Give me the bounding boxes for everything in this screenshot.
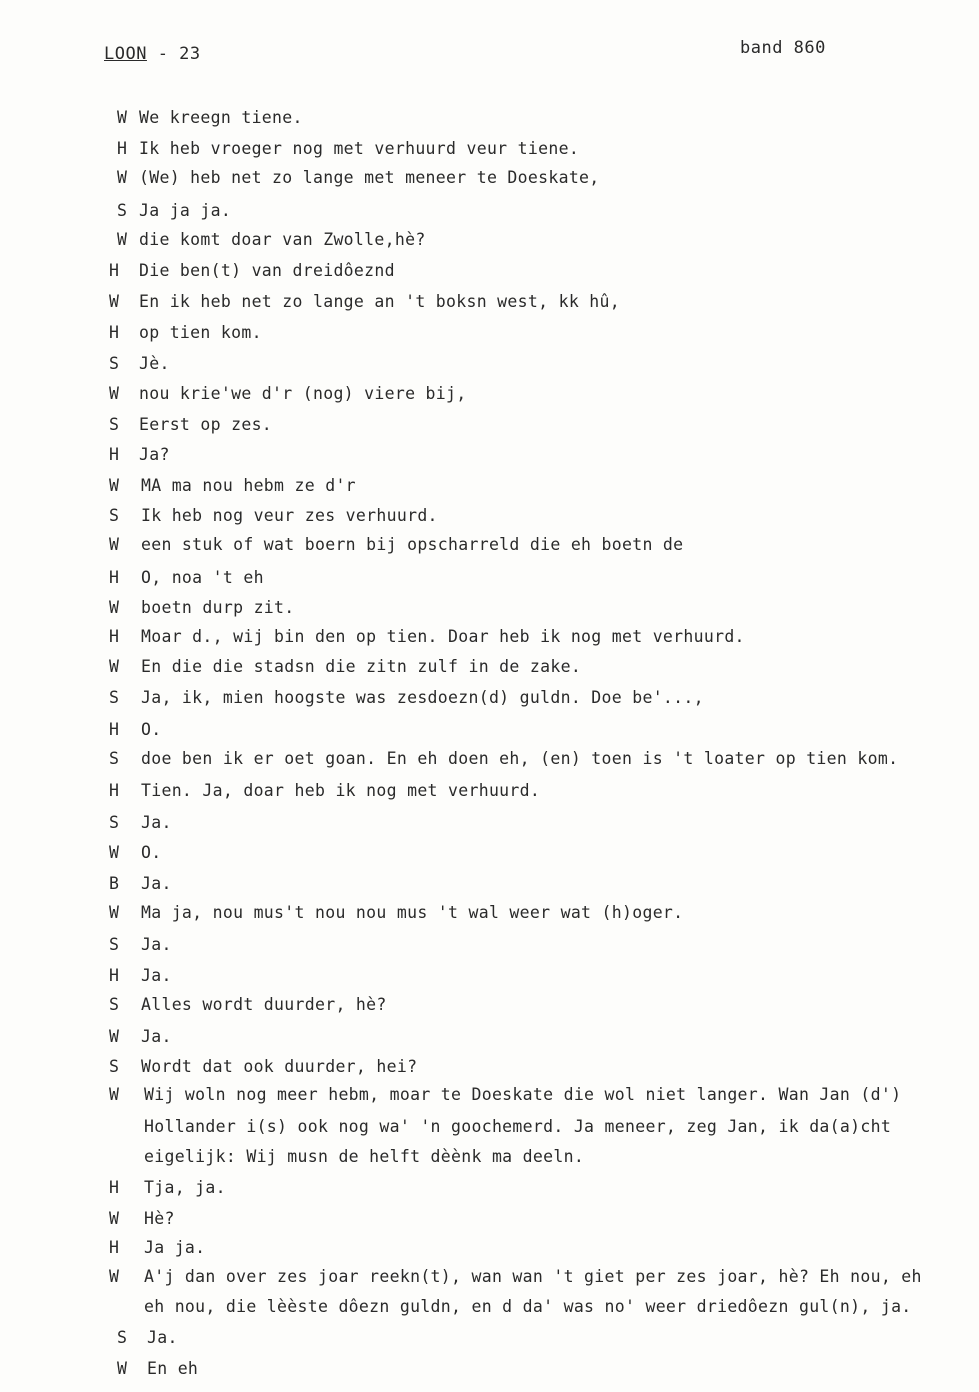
utterance-text: die komt doar van Zwolle,hè? [139, 230, 426, 249]
utterance-text: En die die stadsn die zitn zulf in de zake. [141, 657, 582, 676]
utterance-text: Ja? [139, 445, 170, 464]
speaker-label: S [109, 813, 120, 832]
speaker-label: S [109, 995, 120, 1014]
speaker-label: W [117, 108, 128, 127]
utterance-text: Ja. [147, 1328, 178, 1347]
speaker-label: S [109, 935, 120, 954]
utterance-text: Wij woln nog meer hebm, moar te Doeskate die wol niet langer. Wan Jan (d') [144, 1085, 902, 1104]
utterance-text: MA ma nou hebm ze d'r [141, 476, 356, 495]
utterance-text: eigelijk: Wij musn de helft dèènk ma deeln. [144, 1147, 585, 1166]
speaker-label: H [109, 568, 120, 587]
utterance-text: doe ben ik er oet goan. En eh doen eh, (en) toen is 't loater op tien kom. [141, 749, 899, 768]
utterance-text: (We) heb net zo lange met meneer te Doeskate, [139, 168, 600, 187]
utterance-text: Eerst op zes. [139, 415, 273, 434]
utterance-text: op tien kom. [139, 323, 262, 342]
utterance-text: Ja. [141, 966, 172, 985]
utterance-text: boetn durp zit. [141, 598, 295, 617]
speaker-label: H [109, 445, 120, 464]
utterance-text: Ik heb nog veur zes verhuurd. [141, 506, 438, 525]
speaker-label: W [109, 535, 120, 554]
speaker-label: H [109, 627, 120, 646]
utterance-text: Ja, ik, mien hoogste was zesdoezn(d) guldn. Doe be'..., [141, 688, 704, 707]
utterance-text: En ik heb net zo lange an 't boksn west, kk hû, [139, 292, 620, 311]
utterance-text: nou krie'we d'r (nog) viere bij, [139, 384, 467, 403]
utterance-text: Ja. [141, 1027, 172, 1046]
utterance-text: een stuk of wat boern bij opscharreld die eh boetn de [141, 535, 684, 554]
utterance-text: Ja. [141, 813, 172, 832]
utterance-text: Ja. [141, 935, 172, 954]
speaker-label: W [109, 1085, 120, 1104]
speaker-label: S [109, 688, 120, 707]
utterance-text: Tja, ja. [144, 1178, 226, 1197]
utterance-text: Jè. [139, 354, 170, 373]
speaker-label: W [117, 1359, 128, 1378]
utterance-text: Ik heb vroeger nog met verhuurd veur tiene. [139, 139, 580, 158]
speaker-label: H [117, 139, 128, 158]
utterance-text: En eh [147, 1359, 199, 1378]
speaker-label: H [109, 261, 120, 280]
speaker-label: S [117, 201, 128, 220]
utterance-text: Tien. Ja, doar heb ik nog met verhuurd. [141, 781, 541, 800]
speaker-label: H [109, 781, 120, 800]
utterance-text: We kreegn tiene. [139, 108, 303, 127]
speaker-label: S [117, 1328, 128, 1347]
utterance-text: Ja ja ja. [139, 201, 232, 220]
document-title: LOON [104, 44, 147, 64]
utterance-text: Wordt dat ook duurder, hei? [141, 1057, 418, 1076]
speaker-label: S [109, 506, 120, 525]
speaker-label: W [117, 168, 128, 187]
utterance-text: Hè? [144, 1209, 175, 1228]
band-label: band 860 [740, 38, 826, 58]
speaker-label: W [109, 476, 120, 495]
speaker-label: S [109, 415, 120, 434]
speaker-label: W [117, 230, 128, 249]
utterance-text: O, noa 't eh [141, 568, 264, 587]
speaker-label: H [109, 1178, 120, 1197]
speaker-label: S [109, 354, 120, 373]
utterance-text: O. [141, 843, 162, 862]
speaker-label: W [109, 1027, 120, 1046]
speaker-label: H [109, 323, 120, 342]
page-number: - 23 [146, 44, 201, 64]
utterance-text: eh nou, die lèèste dôezn guldn, en d da' was no' weer driedôezn gul(n), ja. [144, 1297, 912, 1316]
speaker-label: S [109, 749, 120, 768]
speaker-label: W [109, 1209, 120, 1228]
speaker-label: H [109, 1238, 120, 1257]
speaker-label: W [109, 598, 120, 617]
utterance-text: Ja ja. [144, 1238, 206, 1257]
speaker-label: B [109, 874, 120, 893]
speaker-label: W [109, 1267, 120, 1286]
speaker-label: W [109, 903, 120, 922]
speaker-label: H [109, 966, 120, 985]
speaker-label: W [109, 843, 120, 862]
speaker-label: W [109, 384, 120, 403]
speaker-label: W [109, 292, 120, 311]
speaker-label: W [109, 657, 120, 676]
utterance-text: Ja. [141, 874, 172, 893]
utterance-text: Ma ja, nou mus't nou nou mus 't wal weer wat (h)oger. [141, 903, 684, 922]
utterance-text: Hollander i(s) ook nog wa' 'n goochemerd. Ja meneer, zeg Jan, ik da(a)cht [144, 1117, 892, 1136]
utterance-text: Moar d., wij bin den op tien. Doar heb ik nog met verhuurd. [141, 627, 745, 646]
utterance-text: Alles wordt duurder, hè? [141, 995, 387, 1014]
utterance-text: Die ben(t) van dreidôeznd [139, 261, 395, 280]
speaker-label: H [109, 720, 120, 739]
utterance-text: O. [141, 720, 162, 739]
speaker-label: S [109, 1057, 120, 1076]
utterance-text: A'j dan over zes joar reekn(t), wan wan 't giet per zes joar, hè? Eh nou, eh [144, 1267, 922, 1286]
